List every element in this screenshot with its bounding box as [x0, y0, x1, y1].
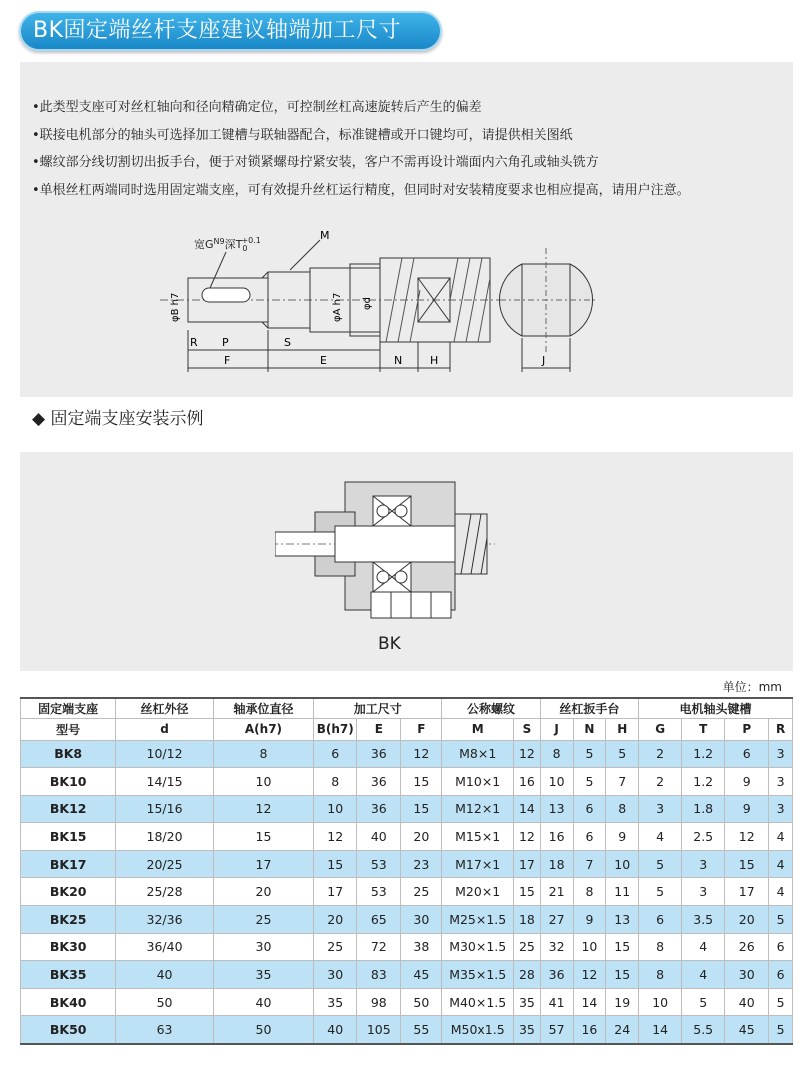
- table-row: [21, 795, 793, 823]
- table-cell: 20: [213, 878, 313, 906]
- col-header: J: [540, 718, 573, 740]
- table-cell: 28: [514, 961, 541, 989]
- table-cell: 3: [682, 878, 725, 906]
- table-cell: 7: [573, 850, 606, 878]
- table-group-header-row: [21, 698, 793, 718]
- table-cell: 98: [357, 988, 401, 1016]
- table-cell: 10: [639, 988, 682, 1016]
- table-cell: 16: [540, 823, 573, 851]
- table-cell: 36: [540, 961, 573, 989]
- table-cell: 16: [514, 768, 541, 796]
- label-M: M: [320, 230, 330, 242]
- table-cell: 5: [606, 740, 639, 768]
- table-cell: M10×1: [442, 768, 514, 796]
- table-cell: 11: [606, 878, 639, 906]
- table-cell: 13: [606, 906, 639, 934]
- table-cell: 5: [682, 988, 725, 1016]
- table-cell: 8: [639, 961, 682, 989]
- table-cell: 72: [357, 933, 401, 961]
- table-row: [21, 1016, 793, 1044]
- table-cell: 8: [213, 740, 313, 768]
- label-phid: φd: [362, 297, 373, 310]
- table-cell: 17: [514, 850, 541, 878]
- table-cell: 15: [606, 961, 639, 989]
- label-F: F: [224, 354, 231, 367]
- table-body: [21, 740, 793, 1044]
- model-cell: BK40: [21, 988, 116, 1016]
- table-cell: 83: [357, 961, 401, 989]
- table-cell: 57: [540, 1016, 573, 1044]
- table-cell: 20/25: [116, 850, 213, 878]
- table-cell: 10: [606, 850, 639, 878]
- table-cell: 9: [725, 768, 769, 796]
- table-cell: 15: [213, 823, 313, 851]
- model-cell: BK12: [21, 795, 116, 823]
- table-cell: 21: [540, 878, 573, 906]
- table-cell: 3.5: [682, 906, 725, 934]
- feature-list: [32, 94, 690, 204]
- col-group-header: 丝杠扳手台: [540, 698, 638, 718]
- col-group-header: 加工尺寸: [314, 698, 442, 718]
- table-cell: 35: [514, 988, 541, 1016]
- table-cell: 3: [769, 768, 793, 796]
- col-header: N: [573, 718, 606, 740]
- table-cell: 45: [401, 961, 442, 989]
- col-header: A(h7): [213, 718, 313, 740]
- keyway-label: 宽$G^{N9}$深$T_0+0.1$: [194, 236, 261, 253]
- table-cell: 15: [401, 768, 442, 796]
- table-cell: 14/15: [116, 768, 213, 796]
- label-phiA: φA h7: [332, 292, 343, 322]
- col-group-header: 电机轴头键槽: [639, 698, 793, 718]
- table-cell: 1.2: [682, 768, 725, 796]
- label-P: P: [222, 336, 229, 349]
- table-cell: 38: [401, 933, 442, 961]
- table-cell: 8: [573, 878, 606, 906]
- table-cell: 6: [573, 795, 606, 823]
- table-cell: 3: [769, 740, 793, 768]
- table-row: [21, 988, 793, 1016]
- label-R: R: [190, 336, 198, 349]
- feature-item: •此类型支座可对丝杠轴向和径向精确定位，可控制丝杠高速旋转后产生的偏差: [32, 100, 482, 115]
- table-row: [21, 906, 793, 934]
- col-header: T: [682, 718, 725, 740]
- table-row: [21, 823, 793, 851]
- table-cell: M40×1.5: [442, 988, 514, 1016]
- table-cell: 25: [401, 878, 442, 906]
- table-cell: 45: [725, 1016, 769, 1044]
- model-cell: BK20: [21, 878, 116, 906]
- col-header: R: [769, 718, 793, 740]
- col-header: E: [357, 718, 401, 740]
- table-cell: 2: [639, 740, 682, 768]
- table-cell: 36/40: [116, 933, 213, 961]
- col-group-header: 轴承位直径: [213, 698, 313, 718]
- table-cell: M35×1.5: [442, 961, 514, 989]
- table-cell: 15: [401, 795, 442, 823]
- model-cell: BK30: [21, 933, 116, 961]
- table-cell: M30×1.5: [442, 933, 514, 961]
- table-cell: 6: [573, 823, 606, 851]
- table-cell: 23: [401, 850, 442, 878]
- table-cell: 53: [357, 850, 401, 878]
- table-cell: 12: [401, 740, 442, 768]
- table-row: [21, 768, 793, 796]
- table-cell: 12: [514, 823, 541, 851]
- model-cell: BK8: [21, 740, 116, 768]
- table-cell: 35: [314, 988, 357, 1016]
- table-cell: M17×1: [442, 850, 514, 878]
- table-cell: 14: [514, 795, 541, 823]
- table-cell: 13: [540, 795, 573, 823]
- table-cell: M15×1: [442, 823, 514, 851]
- table-cell: 30: [401, 906, 442, 934]
- table-row: [21, 933, 793, 961]
- table-cell: 16: [573, 1016, 606, 1044]
- table-cell: 17: [314, 878, 357, 906]
- table-cell: 32: [540, 933, 573, 961]
- table-cell: 4: [682, 961, 725, 989]
- table-cell: 32/36: [116, 906, 213, 934]
- table-cell: 17: [213, 850, 313, 878]
- table-cell: 8: [314, 768, 357, 796]
- table-cell: 20: [314, 906, 357, 934]
- table-cell: 50: [116, 988, 213, 1016]
- table-cell: 50: [401, 988, 442, 1016]
- table-cell: 55: [401, 1016, 442, 1044]
- table-cell: 40: [116, 961, 213, 989]
- table-cell: 15: [514, 878, 541, 906]
- feature-item: •联接电机部分的轴头可选择加工键槽与联轴器配合，标准键槽或开口键均可，请提供相关图纸: [32, 127, 573, 143]
- table-cell: 5: [769, 988, 793, 1016]
- table-cell: 5: [769, 1016, 793, 1044]
- table-cell: 7: [606, 768, 639, 796]
- table-cell: 24: [606, 1016, 639, 1044]
- unit-label: 单位：mm: [722, 680, 782, 694]
- model-cell: BK17: [21, 850, 116, 878]
- table-cell: 9: [725, 795, 769, 823]
- table-cell: 14: [639, 1016, 682, 1044]
- table-cell: 8: [606, 795, 639, 823]
- col-header: d: [116, 718, 213, 740]
- table-cell: 14: [573, 988, 606, 1016]
- table-cell: 17: [725, 878, 769, 906]
- table-cell: 4: [769, 878, 793, 906]
- table-cell: 5: [573, 740, 606, 768]
- table-cell: 15: [314, 850, 357, 878]
- label-J: J: [542, 354, 546, 367]
- table-cell: 4: [769, 850, 793, 878]
- col-header: S: [514, 718, 541, 740]
- table-cell: 18: [540, 850, 573, 878]
- table-cell: 18/20: [116, 823, 213, 851]
- table-cell: 30: [725, 961, 769, 989]
- label-S: S: [284, 336, 291, 349]
- table-cell: 5: [639, 850, 682, 878]
- table-row: [21, 961, 793, 989]
- col-header: G: [639, 718, 682, 740]
- table-cell: 50: [213, 1016, 313, 1044]
- col-header: F: [401, 718, 442, 740]
- table-cell: 8: [540, 740, 573, 768]
- table-cell: 41: [540, 988, 573, 1016]
- assembly-caption: BK: [378, 634, 401, 654]
- table-cell: M20×1: [442, 878, 514, 906]
- table-cell: 27: [540, 906, 573, 934]
- col-header: P: [725, 718, 769, 740]
- table-cell: 6: [639, 906, 682, 934]
- table-cell: 12: [213, 795, 313, 823]
- table-cell: 26: [725, 933, 769, 961]
- table-cell: 35: [213, 961, 313, 989]
- table-cell: 5.5: [682, 1016, 725, 1044]
- feature-item: •单根丝杠两端同时选用固定端支座，可有效提升丝杠运行精度，但同时对安装精度要求也相应提高，请用户注意。: [32, 182, 690, 198]
- table-cell: 36: [357, 740, 401, 768]
- table-cell: M50x1.5: [442, 1016, 514, 1044]
- table-cell: 35: [514, 1016, 541, 1044]
- model-cell: BK50: [21, 1016, 116, 1044]
- table-cell: 40: [357, 823, 401, 851]
- table-cell: 3: [682, 850, 725, 878]
- feature-item: •螺纹部分线切割切出扳手台，便于对锁紧螺母拧紧安装，客户不需再设计端面内六角孔或轴头铣方: [32, 155, 599, 170]
- table-row: [21, 878, 793, 906]
- model-cell: BK25: [21, 906, 116, 934]
- table-cell: 4: [682, 933, 725, 961]
- col-header: 型号: [21, 718, 116, 740]
- spec-table: [20, 697, 793, 1045]
- table-cell: 9: [573, 906, 606, 934]
- label-E: E: [320, 354, 327, 367]
- table-cell: 10: [573, 933, 606, 961]
- page-title: BK固定端丝杆支座建议轴端加工尺寸: [19, 11, 442, 51]
- table-cell: 53: [357, 878, 401, 906]
- table-cell: 12: [514, 740, 541, 768]
- table-cell: 5: [769, 906, 793, 934]
- table-row: [21, 850, 793, 878]
- table-cell: 10: [314, 795, 357, 823]
- table-cell: 5: [639, 878, 682, 906]
- table-cell: 12: [314, 823, 357, 851]
- table-cell: 65: [357, 906, 401, 934]
- table-cell: 25/28: [116, 878, 213, 906]
- table-cell: 18: [514, 906, 541, 934]
- table-cell: 5: [573, 768, 606, 796]
- table-cell: 19: [606, 988, 639, 1016]
- table-row: [21, 740, 793, 768]
- table-cell: 20: [401, 823, 442, 851]
- table-cell: 10: [540, 768, 573, 796]
- table-cell: 4: [639, 823, 682, 851]
- col-header: B(h7): [314, 718, 357, 740]
- model-cell: BK35: [21, 961, 116, 989]
- table-cell: 36: [357, 768, 401, 796]
- table-cell: 4: [769, 823, 793, 851]
- table-cell: M12×1: [442, 795, 514, 823]
- table-cell: 25: [314, 933, 357, 961]
- shaft-end-drawing: [150, 230, 610, 380]
- table-cell: 6: [314, 740, 357, 768]
- col-header: H: [606, 718, 639, 740]
- table-cell: 1.2: [682, 740, 725, 768]
- table-cell: 30: [314, 961, 357, 989]
- col-group-header: 丝杠外径: [116, 698, 213, 718]
- label-N: N: [394, 354, 403, 367]
- table-cell: 10/12: [116, 740, 213, 768]
- col-group-header: 固定端支座: [21, 698, 116, 718]
- table-cell: 63: [116, 1016, 213, 1044]
- table-cell: M25×1.5: [442, 906, 514, 934]
- table-sub-header-row: [21, 718, 793, 740]
- table-cell: 3: [639, 795, 682, 823]
- table-cell: 40: [314, 1016, 357, 1044]
- section-heading: ◆ 固定端支座安装示例: [32, 409, 204, 429]
- table-cell: 25: [514, 933, 541, 961]
- table-cell: 1.8: [682, 795, 725, 823]
- table-cell: 30: [213, 933, 313, 961]
- model-cell: BK15: [21, 823, 116, 851]
- table-cell: 10: [213, 768, 313, 796]
- table-cell: 15: [725, 850, 769, 878]
- table-cell: 2.5: [682, 823, 725, 851]
- table-cell: 36: [357, 795, 401, 823]
- table-cell: 3: [769, 795, 793, 823]
- table-cell: 40: [213, 988, 313, 1016]
- assembly-drawing: [275, 474, 505, 624]
- label-H: H: [430, 354, 439, 367]
- label-phiB: φB h7: [170, 292, 181, 322]
- table-cell: 2: [639, 768, 682, 796]
- table-cell: 15: [606, 933, 639, 961]
- table-cell: 9: [606, 823, 639, 851]
- table-cell: 12: [725, 823, 769, 851]
- col-header: M: [442, 718, 514, 740]
- table-cell: 6: [769, 933, 793, 961]
- table-cell: 6: [725, 740, 769, 768]
- model-cell: BK10: [21, 768, 116, 796]
- table-cell: M8×1: [442, 740, 514, 768]
- col-group-header: 公称螺纹: [442, 698, 540, 718]
- table-cell: 15/16: [116, 795, 213, 823]
- table-cell: 8: [639, 933, 682, 961]
- table-cell: 105: [357, 1016, 401, 1044]
- table-cell: 12: [573, 961, 606, 989]
- assembly-panel: [20, 452, 793, 671]
- table-cell: 20: [725, 906, 769, 934]
- table-cell: 25: [213, 906, 313, 934]
- table-cell: 6: [769, 961, 793, 989]
- table-cell: 40: [725, 988, 769, 1016]
